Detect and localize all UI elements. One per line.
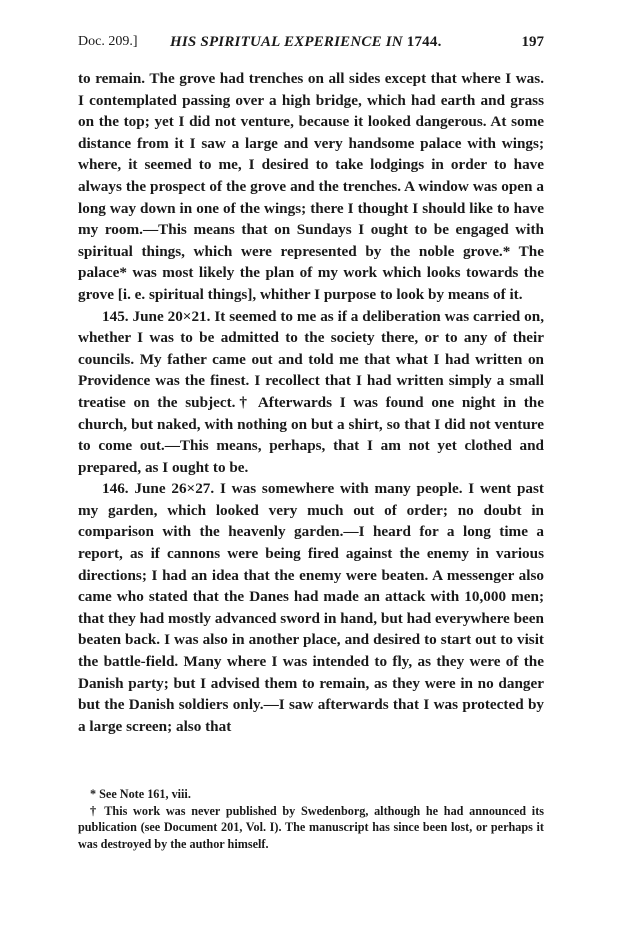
running-title-year: 1744.: [406, 34, 442, 50]
paragraph-146: 146. June 26×27. I was somewhere with many people. I went past my garden, which looked very much out of order; no doubt in comparison with the heavenly garden.—I heard for a long time a report, as if cannons were being fired against the enemy in various directions; I had an idea that the enemy were beaten. A messenger also came who stated that the Danes had made an attack with 10,000 men; that they had mostly advanced sword in hand, but had everywhere been beaten back. I was also in another place, and desired to start out to visit the battle-field. Many where I was intended to fly, as they were of the Danish party; but I advised them to remain, as they were in no danger but the Danish soldiers only.—I saw afterwards that I was protected by a large screen; also that: [78, 480, 544, 735]
page-number: 197: [521, 34, 544, 50]
running-header: [78, 34, 544, 54]
running-title: [170, 34, 442, 51]
document-reference: Doc. 209.]: [78, 34, 138, 49]
footnotes: [78, 786, 544, 852]
footnote-asterisk: * See Note 161, viii.: [90, 787, 191, 801]
body-text: [78, 68, 544, 737]
running-title-text: HIS SPIRITUAL EXPERIENCE IN: [170, 34, 403, 50]
paragraph-145: 145. June 20×21. It seemed to me as if a deliberation was carried on, whether I was to be admitted to the society there, or to any of their councils. My father came out and told me that what I had written on Providence was the finest. I recollect that I had written simply a small treatise on the subject.† Afterwards I was found one night in the church, but naked, with nothing on but a shirt, so that I did not venture to come out.—This means, perhaps, that I am not yet clothed and prepared, as I ought to be.: [78, 307, 544, 476]
paragraph-continued: to remain. The grove had trenches on all sides except that where I was. I contemplated passing over a high bridge, which had earth and grass on the top; yet I did not venture, because it looked dangerous. At some distance from it I saw a large and very handsome palace with wings; where, it seemed to me, I desired to take lodgings in order to have always the prospect of the grove and the trenches. A window was open a long way down in one of the wings; there I thought I should like to have my room.—This means that on Sundays I ought to be engaged with spiritual things, which were represented by the noble grove.* The palace* was most likely the plan of my work which looks towards the grove [i. e. spiritual things], whither I purpose to look by means of it.: [78, 70, 544, 303]
footnote-dagger: † This work was never published by Swedenborg, although he had announced its publication (see Document 201, Vol. I). The manuscript has since been lost, or perhaps it was destroyed by the author himself.: [78, 803, 544, 851]
